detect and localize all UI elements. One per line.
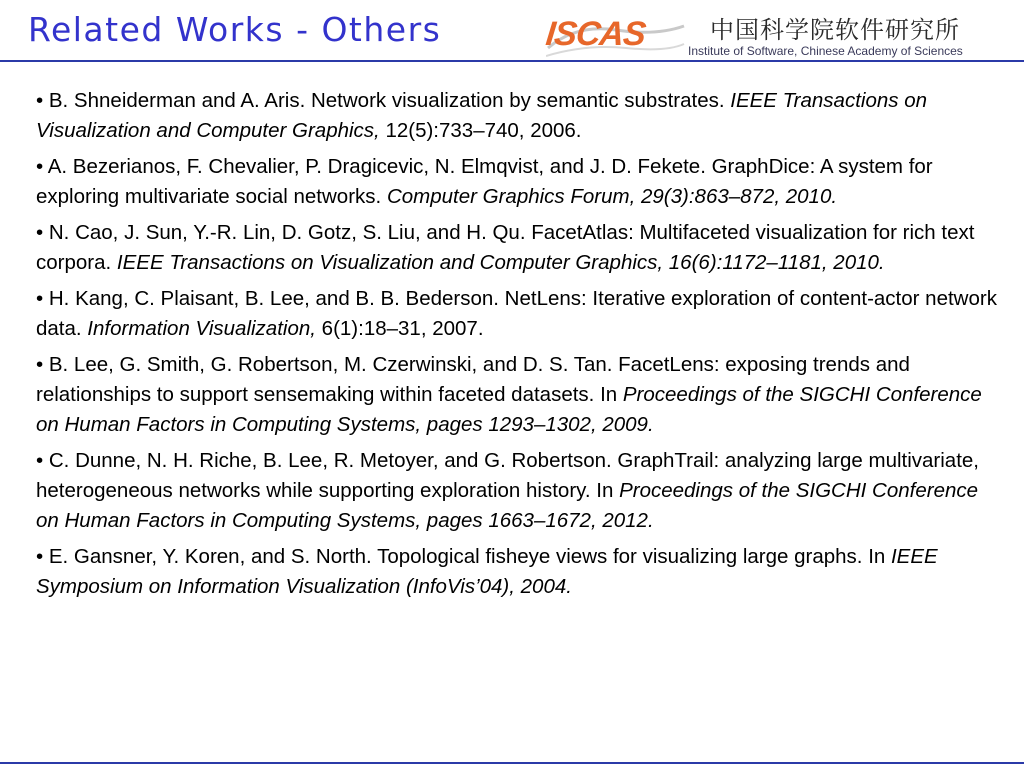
slide-header bbox=[0, 0, 1024, 62]
reference-text: • C. Dunne, N. H. Riche, B. Lee, R. Metoyer, and G. Robertson. GraphTrail: analyzing large multivariate, heterogeneous networks while supporting exploration history. In bbox=[36, 449, 979, 502]
reference-venue: Proceedings of the SIGCHI Conference on Human Factors in Computing Systems, pages 1663–1672, 2012. bbox=[36, 479, 979, 532]
institute-logo bbox=[540, 8, 1020, 62]
reference-text: • E. Gansner, Y. Koren, and S. North. Topological fisheye views for visualizing large graphs. In bbox=[36, 545, 891, 568]
reference-item bbox=[36, 350, 1006, 440]
reference-item bbox=[36, 446, 1006, 536]
reference-text: • A. Bezerianos, F. Chevalier, P. Dragicevic, N. Elmqvist, and J. D. Fekete. GraphDice: A system for exploring multivariate social networks. bbox=[36, 155, 933, 208]
slide-title: Related Works - Others bbox=[28, 10, 442, 49]
reference-item bbox=[36, 152, 1006, 212]
logo-chinese-name: 中国科学院软件研究所 bbox=[710, 16, 960, 44]
logo-wordmark: ISCAS bbox=[544, 15, 647, 53]
reference-text: • B. Lee, G. Smith, G. Robertson, M. Czerwinski, and D. S. Tan. FacetLens: exposing trends and relationships to support sensemaking within faceted datasets. In bbox=[36, 353, 910, 406]
reference-venue: Computer Graphics Forum, 29(3):863–872, 2010. bbox=[386, 185, 838, 208]
reference-venue: Information Visualization, bbox=[87, 317, 316, 340]
header-divider bbox=[0, 60, 1024, 62]
reference-details: 6(1):18–31, 2007. bbox=[315, 317, 484, 340]
reference-venue: IEEE Transactions on Visualization and Computer Graphics, bbox=[36, 89, 927, 142]
reference-text: • B. Shneiderman and A. Aris. Network visualization by semantic substrates. bbox=[36, 89, 731, 112]
reference-item bbox=[36, 218, 1006, 278]
reference-item bbox=[36, 542, 1006, 602]
reference-text: • H. Kang, C. Plaisant, B. Lee, and B. B. Bederson. NetLens: Iterative exploration of content-actor network data. bbox=[36, 287, 997, 340]
reference-venue: IEEE Transactions on Visualization and Computer Graphics, 16(6):1172–1181, 2010. bbox=[116, 251, 885, 274]
reference-item bbox=[36, 284, 1006, 344]
reference-list bbox=[36, 86, 1006, 608]
reference-venue: Proceedings of the SIGCHI Conference on Human Factors in Computing Systems, pages 1293–1302, 2009. bbox=[36, 383, 982, 436]
logo-english-name: Institute of Software, Chinese Academy of Sciences bbox=[688, 44, 963, 58]
reference-details: 12(5):733–740, 2006. bbox=[379, 119, 582, 142]
reference-venue: IEEE Symposium on Information Visualization (InfoVis’04), 2004. bbox=[36, 545, 938, 598]
footer-divider bbox=[0, 762, 1024, 764]
reference-item bbox=[36, 86, 1006, 146]
reference-text: • N. Cao, J. Sun, Y.-R. Lin, D. Gotz, S. Liu, and H. Qu. FacetAtlas: Multifaceted visualization for rich text corpora. bbox=[36, 221, 975, 274]
